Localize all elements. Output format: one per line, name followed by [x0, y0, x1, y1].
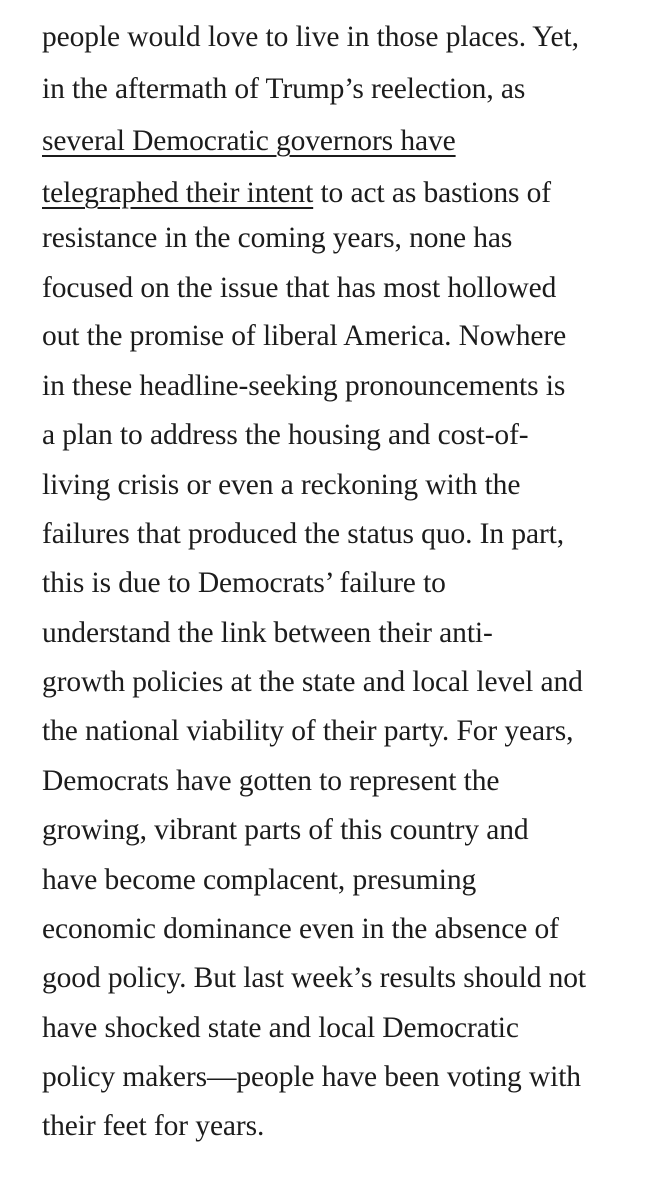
article-line: have shocked state and local Democratic [42, 1012, 519, 1044]
article-line: have become complacent, presuming [42, 864, 477, 896]
article-line: a plan to address the housing and cost-of- [42, 419, 529, 451]
article-line: the national viability of their party. For years, [42, 715, 574, 747]
article-line: failures that produced the status quo. In part, [42, 518, 565, 550]
article-line: this is due to Democrats’ failure to [42, 567, 446, 599]
article-line: economic dominance even in the absence of [42, 913, 559, 945]
article-line: their feet for years. [42, 1110, 265, 1142]
article-line-continuation: to act as bastions of [313, 177, 552, 209]
article-line: living crisis or even a reckoning with the [42, 469, 521, 501]
article-line: understand the link between their anti- [42, 617, 493, 649]
article-line: good policy. But last week’s results should not [42, 962, 587, 994]
article-line: Democrats have gotten to represent the [42, 765, 500, 797]
article-line: in the aftermath of Trump’s reelection, as [42, 73, 526, 105]
article-line: out the promise of liberal America. Nowhere [42, 320, 567, 352]
article-line: people would love to live in those places. Yet, [42, 21, 579, 53]
article-line-link-end [42, 175, 551, 211]
article-line: focused on the issue that has most hollowed [42, 272, 557, 304]
article-line: growing, vibrant parts of this country and [42, 814, 529, 846]
article-line: in these headline-seeking pronouncements is [42, 370, 566, 402]
article-line-link-start [42, 123, 456, 159]
article-line: policy makers—people have been voting with [42, 1061, 581, 1093]
governors-link-part2[interactable]: telegraphed their intent [42, 177, 314, 209]
governors-link-part1[interactable]: several Democratic governors have [42, 125, 456, 157]
article-line: growth policies at the state and local level and [42, 666, 583, 698]
article-line: resistance in the coming years, none has [42, 222, 513, 254]
